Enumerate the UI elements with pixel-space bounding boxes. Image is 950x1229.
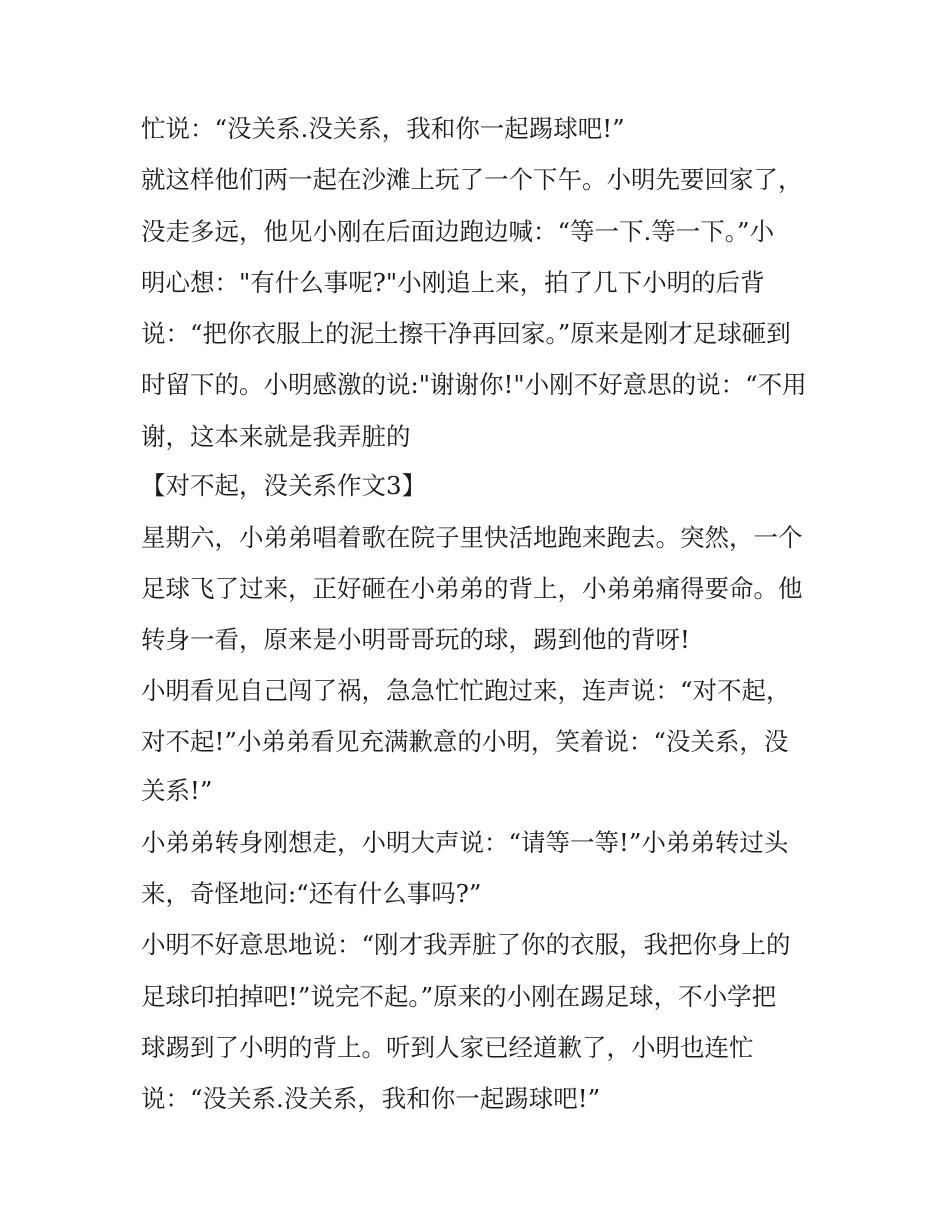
text-line: 足球飞了过来，正好砸在小弟弟的背上，小弟弟痛得要命。他: [141, 574, 803, 603]
text-line: 星期六，小弟弟唱着歌在院子里快活地跑来跑去。突然，一个: [141, 523, 803, 552]
section-heading: 【对不起，没关系作文3】: [141, 471, 427, 500]
text-line: 关系!”: [141, 776, 213, 805]
text-line: 球踢到了小明的背上。听到人家已经道歉了，小明也连忙: [141, 1033, 754, 1062]
text-line: 谢，这本来就是我弄脏的: [141, 422, 411, 451]
text-line: 小明不好意思地说：“刚才我弄脏了你的衣服，我把你身上的: [141, 930, 791, 959]
text-line: 来，奇怪地问:“还有什么事吗?”: [141, 879, 482, 908]
text-line: 小明看见自己闯了祸，急急忙忙跑过来，连声说：“对不起，: [141, 676, 791, 705]
text-line: 没走多远，他见小刚在后面边跑边喊：“等一下.等一下。”小: [141, 217, 775, 246]
text-line: 说：“没关系.没关系，我和你一起踢球吧!”: [141, 1084, 601, 1113]
text-line: 就这样他们两一起在沙滩上玩了一个下午。小明先要回家了，: [141, 165, 803, 194]
text-line: 时留下的。小明感激的说:"谢谢你!"小刚不好意思的说：“不用: [141, 370, 807, 399]
text-line: 说：“把你衣服上的泥土擦干净再回家。”原来是刚才足球砸到: [141, 319, 791, 348]
text-line: 忙说：“没关系.没关系，我和你一起踢球吧!”: [141, 114, 625, 143]
text-line: 明心想："有什么事呢?"小刚追上来，拍了几下小明的后背: [141, 268, 765, 297]
text-line: 足球印拍掉吧!”说完不起。”原来的小刚在踢足球，不小学把: [141, 982, 777, 1011]
text-line: 转身一看，原来是小明哥哥玩的球，踢到他的背呀!: [141, 625, 690, 654]
text-line: 小弟弟转身刚想走，小明大声说：“请等一等!”小弟弟转过头: [141, 828, 789, 857]
text-line: 对不起!”小弟弟看见充满歉意的小明，笑着说：“没关系，没: [141, 727, 789, 756]
